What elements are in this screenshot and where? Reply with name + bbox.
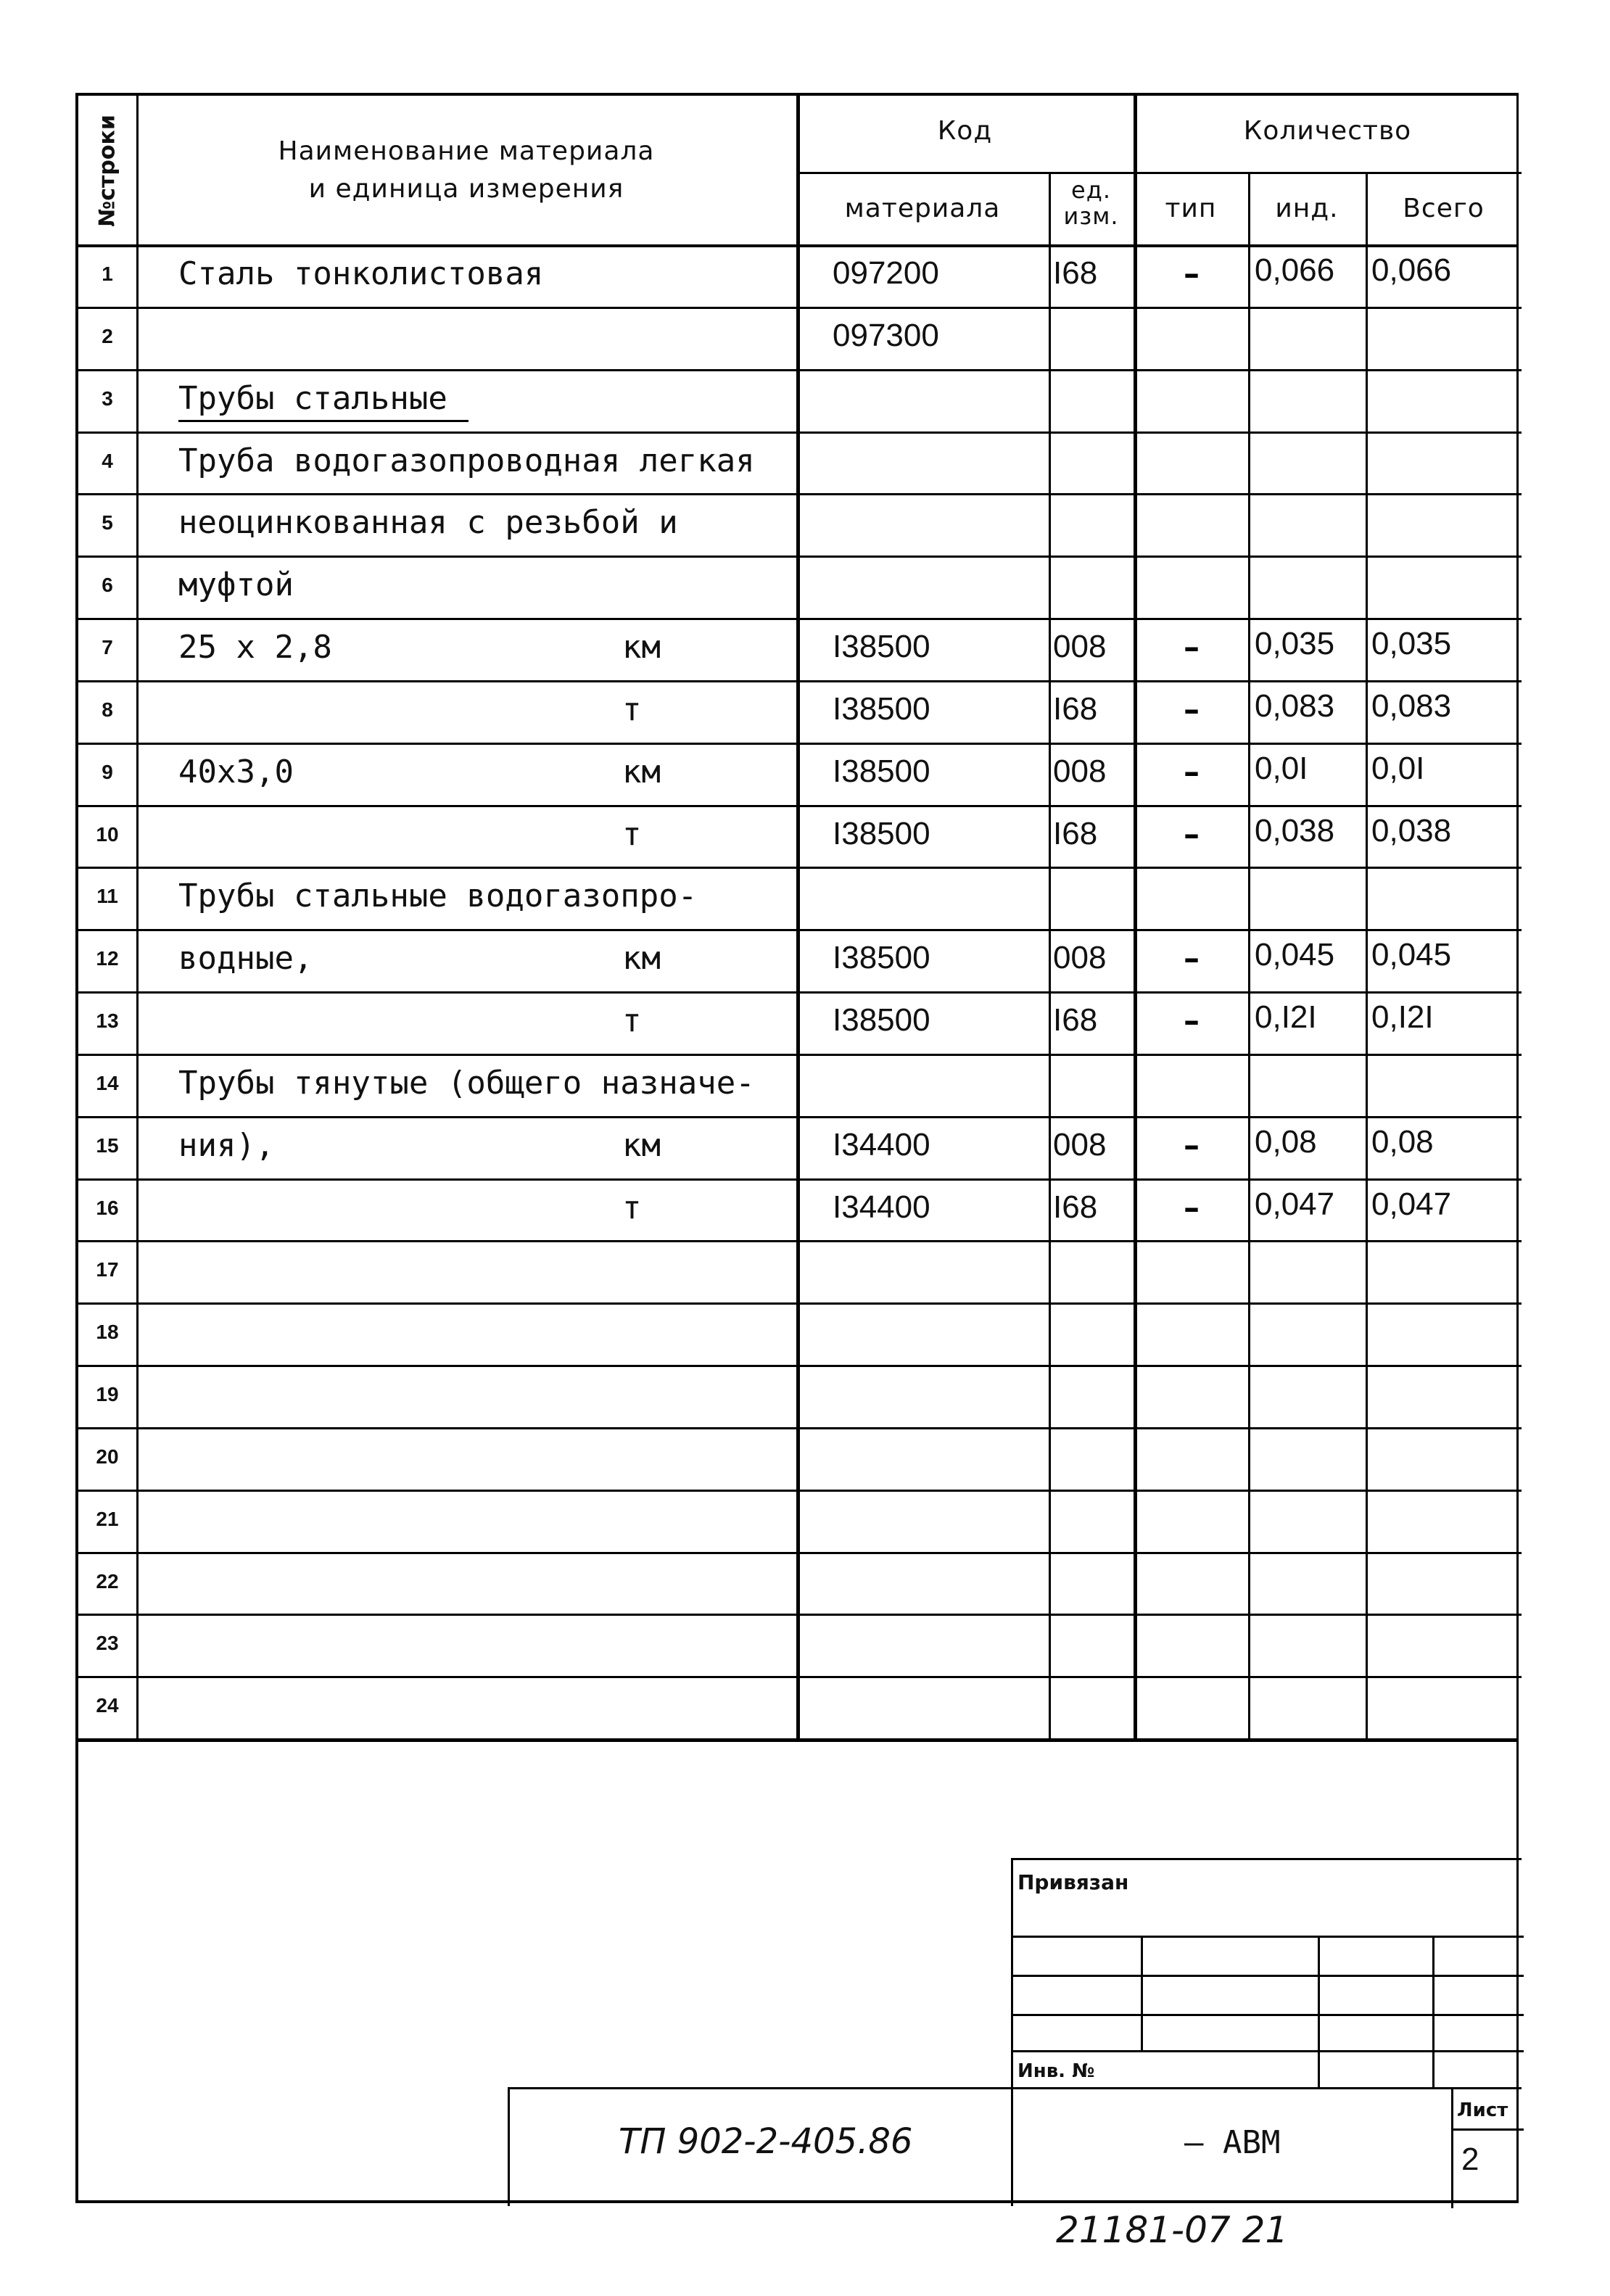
stamp-line-4 — [1013, 2050, 1524, 2052]
row-number: 15 — [96, 1134, 119, 1157]
row-divider — [78, 867, 1522, 869]
stamp-col-1 — [1141, 1936, 1143, 2050]
code-unit-header: ед. изм. — [1063, 176, 1119, 230]
qty-individual: 0,0I — [1255, 751, 1308, 786]
row-number: 10 — [96, 823, 119, 846]
quantity-header: Количество — [1243, 116, 1412, 146]
qty-total: 0,083 — [1371, 688, 1452, 724]
qty-total: 0,I2I — [1371, 999, 1434, 1035]
handwritten-archive-number: 21181-07 21 — [1056, 2209, 1289, 2251]
unit-of-measure: т — [622, 1189, 642, 1226]
document-sheet — [75, 93, 1519, 2203]
qty-total: 0,0I — [1371, 751, 1425, 786]
table-row — [78, 1614, 1522, 1676]
table-row — [78, 244, 1522, 307]
table-row — [78, 743, 1522, 805]
unit-code: I68 — [1053, 1002, 1098, 1038]
material-name: неоцинкованная с резьбой и — [178, 504, 678, 541]
doc-code: ТП 902-2-405.86 — [619, 2121, 913, 2162]
section-underline — [178, 420, 468, 422]
name-header-line-2: и единица измерения — [308, 174, 624, 204]
row-number: 24 — [96, 1694, 119, 1717]
sheet-no-divider — [1451, 2089, 1453, 2208]
row-number: 6 — [102, 574, 113, 596]
qty-individual: 0,035 — [1255, 626, 1335, 661]
unit-of-measure: т — [622, 1002, 642, 1039]
qty-total: 0,047 — [1371, 1186, 1452, 1222]
material-code: I38500 — [833, 816, 930, 851]
table-row — [78, 556, 1522, 618]
qty-total: 0,038 — [1371, 813, 1452, 848]
sheet-no-line — [1451, 2128, 1524, 2131]
header-sub-line — [796, 172, 1522, 174]
material-name: Сталь тонколистовая — [178, 255, 544, 292]
sheet-label: Лист — [1457, 2099, 1508, 2121]
qty-type: – — [1184, 816, 1200, 853]
unit-code: I68 — [1053, 816, 1098, 851]
code-header: Код — [937, 116, 993, 146]
qty-total: 0,045 — [1371, 937, 1452, 973]
table-row — [78, 991, 1522, 1054]
unit-code: 008 — [1053, 940, 1107, 975]
row-number: 18 — [96, 1321, 119, 1343]
unit-of-measure: т — [622, 816, 642, 853]
qty-ind-header: инд. — [1275, 194, 1339, 223]
table-bottom-line — [78, 1738, 1516, 1742]
unit-code: 008 — [1053, 629, 1107, 664]
qty-type: – — [1184, 940, 1200, 977]
unit-of-measure: км — [622, 940, 661, 977]
row-divider — [78, 369, 1522, 371]
table-row — [78, 805, 1522, 867]
unit-of-measure: км — [622, 753, 661, 790]
unit-code: 008 — [1053, 1127, 1107, 1163]
qty-total: 0,066 — [1371, 252, 1452, 288]
table-row — [78, 1116, 1522, 1178]
row-divider — [78, 1054, 1522, 1056]
stamp-privyazan: Привязан — [1017, 1870, 1129, 1894]
material-name: водные, — [178, 940, 313, 977]
row-number: 5 — [102, 511, 113, 534]
table-row — [78, 493, 1522, 556]
qty-type: – — [1184, 753, 1200, 790]
qty-individual: 0,I2I — [1255, 999, 1317, 1035]
row-number: 9 — [102, 761, 113, 783]
row-divider — [78, 1676, 1522, 1678]
row-divider — [78, 1302, 1522, 1305]
row-number: 16 — [96, 1197, 119, 1219]
table-row — [78, 867, 1522, 929]
stamp-col-3 — [1432, 1936, 1434, 2089]
material-name: Труба водогазопроводная легкая — [178, 442, 755, 479]
table-row — [78, 307, 1522, 369]
stamp-line-1 — [1013, 1936, 1524, 1938]
row-number: 21 — [96, 1508, 119, 1530]
row-divider — [78, 1552, 1522, 1554]
qty-individual: 0,08 — [1255, 1124, 1317, 1160]
material-name: ния), — [178, 1127, 275, 1164]
qty-type: – — [1184, 1127, 1200, 1164]
qty-individual: 0,038 — [1255, 813, 1335, 848]
unit-code: I68 — [1053, 1189, 1098, 1225]
table-row — [78, 618, 1522, 680]
material-name: муфтой — [178, 566, 294, 603]
material-name: Трубы стальные — [178, 380, 447, 417]
row-divider — [78, 680, 1522, 682]
row-number: 23 — [96, 1632, 119, 1654]
table-row — [78, 1302, 1522, 1365]
stamp-col-2 — [1318, 1936, 1320, 2089]
qty-type-header: тип — [1165, 194, 1217, 223]
row-number: 7 — [102, 636, 113, 658]
material-code: I38500 — [833, 940, 930, 975]
table-row — [78, 1490, 1522, 1552]
table-row — [78, 1054, 1522, 1116]
row-divider — [78, 929, 1522, 931]
row-number: 13 — [96, 1009, 119, 1032]
row-number: 22 — [96, 1570, 119, 1593]
material-code: I38500 — [833, 629, 930, 664]
row-number: 11 — [96, 885, 118, 907]
stamp-inv-no: Инв. № — [1017, 2060, 1095, 2082]
row-divider — [78, 618, 1522, 620]
material-name: 25 х 2,8 — [178, 629, 332, 666]
qty-type: – — [1184, 691, 1200, 728]
unit-code: I68 — [1053, 691, 1098, 727]
row-divider — [78, 991, 1522, 994]
row-number: 2 — [102, 325, 113, 347]
code-material-header: материала — [844, 194, 1001, 223]
table-row — [78, 1240, 1522, 1302]
unit-of-measure: км — [622, 629, 661, 666]
qty-total-header: Всего — [1403, 194, 1485, 223]
row-number: 20 — [96, 1445, 119, 1468]
row-number: 4 — [102, 450, 113, 472]
qty-individual: 0,066 — [1255, 252, 1335, 288]
material-code: I38500 — [833, 691, 930, 727]
row-number: 17 — [96, 1258, 119, 1281]
row-divider — [78, 1365, 1522, 1367]
row-divider — [78, 307, 1522, 309]
row-number-header — [78, 96, 136, 244]
table-row — [78, 431, 1522, 494]
row-divider — [78, 1178, 1522, 1181]
row-divider — [78, 431, 1522, 434]
qty-individual: 0,083 — [1255, 688, 1335, 724]
row-divider — [78, 1427, 1522, 1429]
qty-type: – — [1184, 1189, 1200, 1226]
material-name: Трубы стальные водогазопро- — [178, 877, 698, 914]
row-divider — [78, 1240, 1522, 1242]
row-number: 14 — [96, 1072, 119, 1094]
row-divider — [78, 493, 1522, 495]
name-header-line-1: Наименование материала — [278, 136, 655, 166]
table-row — [78, 1427, 1522, 1490]
row-number: 1 — [102, 263, 113, 285]
unit-of-measure: км — [622, 1127, 661, 1164]
qty-type: – — [1184, 255, 1200, 292]
row-number: 8 — [102, 698, 113, 721]
sheet-number: 2 — [1461, 2142, 1479, 2177]
table-row — [78, 1676, 1522, 1738]
row-number: 19 — [96, 1383, 119, 1405]
row-number-label: №строки — [94, 115, 120, 227]
row-divider — [78, 1614, 1522, 1616]
row-divider — [78, 556, 1522, 558]
qty-type: – — [1184, 1002, 1200, 1039]
table-row — [78, 369, 1522, 431]
row-number: 3 — [102, 387, 113, 410]
stamp-line-2 — [1013, 1975, 1524, 1977]
material-code: 097300 — [833, 318, 939, 353]
material-code: I34400 — [833, 1127, 930, 1163]
row-number: 12 — [96, 947, 119, 970]
material-name: Трубы тянутые (общего назначе- — [178, 1065, 755, 1102]
unit-of-measure: т — [622, 691, 642, 728]
qty-individual: 0,045 — [1255, 937, 1335, 973]
table-row — [78, 1365, 1522, 1427]
row-divider — [78, 743, 1522, 745]
unit-code: I68 — [1053, 255, 1098, 291]
row-divider — [78, 805, 1522, 807]
row-divider — [78, 1490, 1522, 1492]
table-row — [78, 1178, 1522, 1241]
stamp-line-3 — [1013, 2014, 1524, 2016]
table-row — [78, 929, 1522, 991]
qty-total: 0,035 — [1371, 626, 1452, 661]
unit-code: 008 — [1053, 753, 1107, 789]
table-row — [78, 1552, 1522, 1614]
doc-suffix: – АВМ — [1184, 2124, 1281, 2161]
qty-type: – — [1184, 629, 1200, 666]
material-code: I38500 — [833, 1002, 930, 1038]
qty-total: 0,08 — [1371, 1124, 1434, 1160]
qty-individual: 0,047 — [1255, 1186, 1335, 1222]
title-block — [508, 2087, 1522, 2206]
material-code: 097200 — [833, 255, 939, 291]
table-row — [78, 680, 1522, 743]
row-divider — [78, 1116, 1522, 1118]
material-code: I34400 — [833, 1189, 930, 1225]
material-code: I38500 — [833, 753, 930, 789]
material-name: 40х3,0 — [178, 753, 294, 790]
